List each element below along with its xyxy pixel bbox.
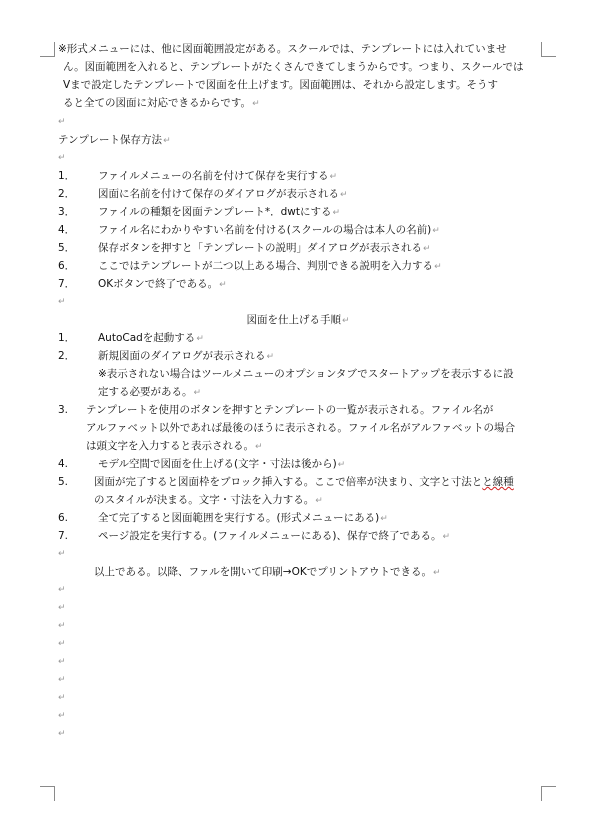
paragraph-mark: ↵ [58, 153, 66, 163]
spellcheck-underline: と線種 [482, 476, 514, 488]
paragraph-mark: ↵ [58, 603, 66, 613]
step-note-line: ※表示されない場合はツールメニューのオプションタブでスタートアップを表示するに設 [98, 368, 514, 380]
step-note-line: 定する必要がある。↵ [98, 386, 202, 398]
note-line: ん。図面範囲を入れると、テンプレートがたくさんできてしまうからです。つまり、スクールでは [63, 61, 524, 73]
paragraph-mark: ↵ [58, 621, 66, 631]
margin-corner-top-left [40, 42, 55, 57]
paragraph-mark: ↵ [58, 729, 66, 739]
finish-heading: 図面を仕上げる手順↵ [246, 314, 350, 326]
note-line: Vまで設定したテンプレートで図面を仕上げます。図面範囲は、それから設定します。そうす [63, 79, 499, 91]
paragraph-mark: ↵ [58, 711, 66, 721]
paragraph-mark: ↵ [58, 693, 66, 703]
template-heading: テンプレート保存方法↵ [58, 134, 171, 146]
margin-corner-bottom-left [40, 786, 55, 801]
list-item-continuation: は頭文字を入力すると表示される。↵ [86, 440, 263, 452]
note-line: ると全ての図面に対応できるからです。↵ [63, 97, 260, 109]
paragraph-mark: ↵ [58, 117, 66, 127]
paragraph-mark: ↵ [58, 585, 66, 595]
paragraph-mark: ↵ [58, 657, 66, 667]
margin-corner-bottom-right [541, 786, 556, 801]
margin-corner-top-right [541, 42, 556, 57]
paragraph-mark: ↵ [58, 297, 66, 307]
document-page: ※形式メニューには、他に図面範囲設定がある。スクールでは、テンプレートには入れていませ ん。図面範囲を入れると、テンプレートがたくさんできてしまうからです。つまり、スクールでは Vまで設定したテンプレートで図面を仕上げます。図面範囲は、それから設定します。そうす ると全ての図面に対応できるからです。↵ ↵ テンプレート保存方法↵ ↵ 1． ファイルメニューの名前を付けて保存を実行する↵ 2． 図面に名前を付けて保存のダイアログが表示される↵ 3． ファイルの種類を図面テンプレート*．dwtにする↵ 4． ファイル名にわかりやすい名前を付ける(スクールの場合は本人の名前)↵ 5． 保存ボタンを押すと「テンプレートの説明」ダイアログが表示される↵ 6． ここではテンプレートが二つ以上ある場合、判別できる説明を入力する↵ 7． OKボタンで終了である。↵ ↵ 図面を仕上げる手順↵ 1． AutoCadを起動する↵ 2． 新規図面のダイアログが表示される↵ ※表示されない場合はツールメニューのオプションタブでスタートアップを表示するに設 定する必要がある。↵ 3. テンプレートを使用のボタンを押すとテンプレートの一覧が表示される。ファイル名が アルファベット以外であれば最後のほうに表示される。ファイル名がアルファベットの場合 は頭文字を入力すると表示される。↵ 4. モデル空間で図面を仕上げる(文字・寸法は後から)↵ 5. 図面が完了すると図面枠をブロック挿入する。ここで倍率が決まり、文字と寸法とと線種 のスタイルが決まる。文字・寸法を入力する。↵ 6. 全て完了すると図面範囲を実行する。(形式メニューにある)↵ 7. ページ設定を実行する。(ファイルメニューにある)、保存で終了である。↵ ↵ 以上である。以降、ファルを開いて印刷→OKでプリントアウトできる。↵ ↵ ↵ ↵ ↵ ↵ ↵ ↵ ↵ ↵ [0, 0, 595, 814]
paragraph-mark: ↵ [58, 549, 66, 559]
paragraph-mark: ↵ [58, 639, 66, 649]
list-item-continuation: のスタイルが決まる。文字・寸法を入力する。↵ [94, 494, 323, 506]
list-item-continuation: アルファベット以外であれば最後のほうに表示される。ファイル名がアルファベットの場合 [86, 422, 516, 434]
paragraph-mark: ↵ [58, 675, 66, 685]
closing-text: 以上である。以降、ファルを開いて印刷→OKでプリントアウトできる。↵ [94, 566, 441, 578]
note-line: ※形式メニューには、他に図面範囲設定がある。スクールでは、テンプレートには入れていませ [58, 43, 507, 55]
